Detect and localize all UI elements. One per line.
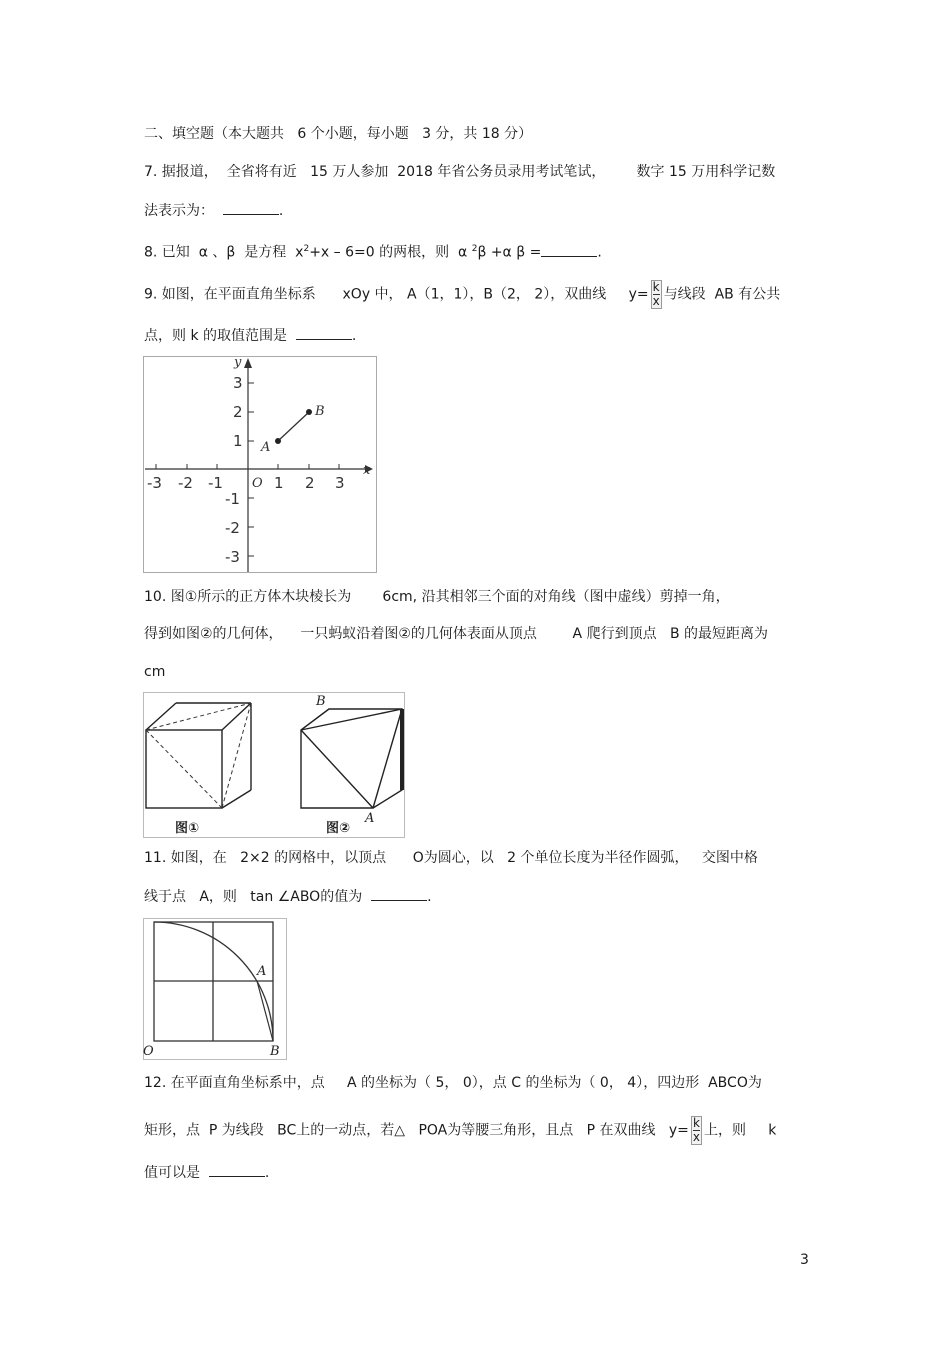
q7-line1: 7. 据报道， 全省将有近 15 万人参加 2018 年省公务员录用考试笔试， 数字 15 万用科学记数 <box>144 164 776 180</box>
point-a-label: A <box>257 964 267 979</box>
point-b <box>306 409 312 415</box>
origin-label: O <box>252 476 263 491</box>
y-tick-label: -3 <box>225 548 240 566</box>
answer-blank <box>296 325 352 340</box>
figure-cubes <box>143 692 405 838</box>
y-tick-label: -2 <box>225 519 240 537</box>
figure-coordinate-plane <box>143 356 377 573</box>
segment-ab <box>257 981 273 1041</box>
q10-line3: cm <box>144 664 166 680</box>
point-a <box>275 438 281 444</box>
figure-grid-arc <box>143 918 287 1060</box>
x-tick-label: -3 <box>147 474 162 492</box>
x-axis-label: x <box>363 463 371 478</box>
fraction-k-over-x: $\frac{k}{x}$ <box>652 280 660 308</box>
answer-blank <box>541 242 597 257</box>
q11-line2: 线于点 A，则 tan ∠ABO的值为 . <box>144 886 432 907</box>
vertex-b-label: B <box>316 694 326 709</box>
point-b-label: B <box>315 404 325 419</box>
q9-line1: 9. 如图，在平面直角坐标系 xOy 中， A（1，1），B（2， 2），双曲线 y= $\frac{k}{x}$ 与线段 AB 有公共 <box>144 280 781 308</box>
x-tick-label: -1 <box>208 474 223 492</box>
cube-dashed-diagonals <box>146 703 251 808</box>
q7-line2: 法表示为： . <box>144 200 283 221</box>
y-tick-label: 2 <box>233 403 243 421</box>
q9-line2: 点，则 k 的取值范围是 . <box>144 325 356 346</box>
x-tick-label: 2 <box>305 474 315 492</box>
vertex-a-label: A <box>365 811 375 826</box>
x-tick-label: 1 <box>274 474 284 492</box>
fraction-k-over-x: $\frac{k}{x}$ <box>692 1116 700 1144</box>
answer-blank <box>223 200 279 215</box>
y-tick-label: -1 <box>225 490 240 508</box>
q12-line1: 12. 在平面直角坐标系中，点 A 的坐标为（ 5， 0），点 C 的坐标为（ 0， 4），四边形 ABCO为 <box>144 1075 762 1091</box>
q11-line1: 11. 如图，在 2×2 的网格中，以顶点 O为圆心，以 2 个单位长度为半径作圆弧， 交图中格 <box>144 850 758 866</box>
q12-line2: 矩形，点 P 为线段 BC上的一动点，若△ POA为等腰三角形，且点 P 在双曲线 y= $\frac{k}{x}$ 上，则 k <box>144 1116 777 1144</box>
y-axis-label: y <box>234 356 242 370</box>
answer-blank <box>371 886 427 901</box>
cube-figure-1 <box>146 703 251 808</box>
q8-line: 8. 已知 α 、β 是方程 $x^2+x - 6=0$ 的两根，则 α $^2$β +α β = . <box>144 239 602 263</box>
point-o-label: O <box>143 1044 154 1059</box>
answer-blank <box>209 1162 265 1177</box>
caption-figure-1: 图① <box>175 821 200 836</box>
page-number: 3 <box>800 1252 809 1268</box>
caption-figure-2: 图② <box>326 821 351 836</box>
cut-solid-figure-2 <box>301 709 402 808</box>
x-tick-label: -2 <box>178 474 193 492</box>
q10-line2: 得到如图②的几何体， 一只蚂蚁沿着图②的几何体表面从顶点 A 爬行到顶点 B 的最短距离为 <box>144 626 768 642</box>
segment-ab <box>278 412 309 441</box>
section-heading: 二、填空题（本大题共 6 个小题，每小题 3 分，共 18 分） <box>144 126 533 142</box>
point-a-label: A <box>261 440 271 455</box>
y-tick-label: 3 <box>233 374 243 392</box>
x-tick-label: 3 <box>335 474 345 492</box>
q10-line1: 10. 图①所示的正方体木块棱长为 6cm, 沿其相邻三个面的对角线（图中虚线）剪掉一角， <box>144 589 730 605</box>
point-b-label: B <box>270 1044 280 1059</box>
y-tick-label: 1 <box>233 432 243 450</box>
q12-line3: 值可以是 . <box>144 1162 269 1183</box>
